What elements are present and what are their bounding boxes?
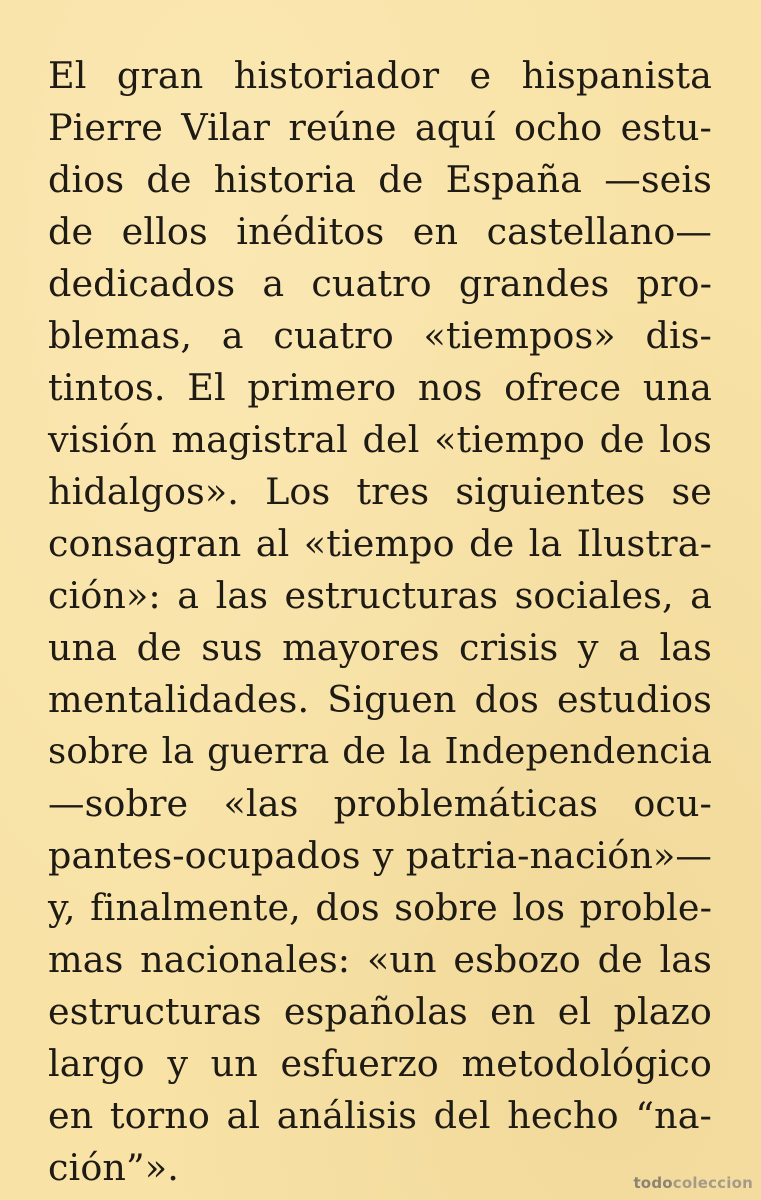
blurb-line-6: blemas, a cuatro «tiempos» dis- [48, 314, 712, 357]
site-watermark [633, 1174, 753, 1192]
blurb-line-19: estructuras españolas en el plazo [48, 990, 712, 1033]
watermark-prefix: todo [633, 1174, 673, 1192]
blurb-line-7: tintos. El primero nos ofrece una [48, 366, 712, 409]
blurb-line-16: pantes-ocupados y patria-nación»— [48, 834, 712, 877]
blurb-line-22: ción”». [48, 1146, 179, 1189]
blurb-line-9: hidalgos». Los tres siguientes se [48, 470, 712, 513]
blurb-line-15: —sobre «las problemáticas ocu- [48, 782, 712, 825]
blurb-line-4: de ellos inéditos en castellano— [48, 210, 712, 253]
blurb-line-21: en torno al análisis del hecho “na- [48, 1094, 712, 1137]
blurb-line-1: El gran historiador e hispanista [48, 54, 712, 97]
blurb-line-20: largo y un esfuerzo metodológico [48, 1042, 712, 1085]
blurb-line-10: consagran al «tiempo de la Ilustra- [48, 522, 712, 565]
blurb-line-18: mas nacionales: «un esbozo de las [48, 938, 712, 981]
blurb-line-11: ción»: a las estructuras sociales, a [48, 574, 712, 617]
blurb-line-5: dedicados a cuatro grandes pro- [48, 262, 712, 305]
blurb-line-13: mentalidades. Siguen dos estudios [48, 678, 712, 721]
watermark-suffix: coleccion [672, 1174, 753, 1192]
blurb-line-2: Pierre Vilar reúne aquí ocho estu- [48, 106, 712, 149]
blurb-line-17: y, finalmente, dos sobre los proble- [48, 886, 712, 929]
blurb-line-3: dios de historia de España —seis [48, 158, 712, 201]
blurb-line-8: visión magistral del «tiempo de los [48, 418, 712, 461]
blurb-line-12: una de sus mayores crisis y a las [48, 626, 712, 669]
blurb-line-14: sobre la guerra de la Independencia [48, 731, 712, 772]
